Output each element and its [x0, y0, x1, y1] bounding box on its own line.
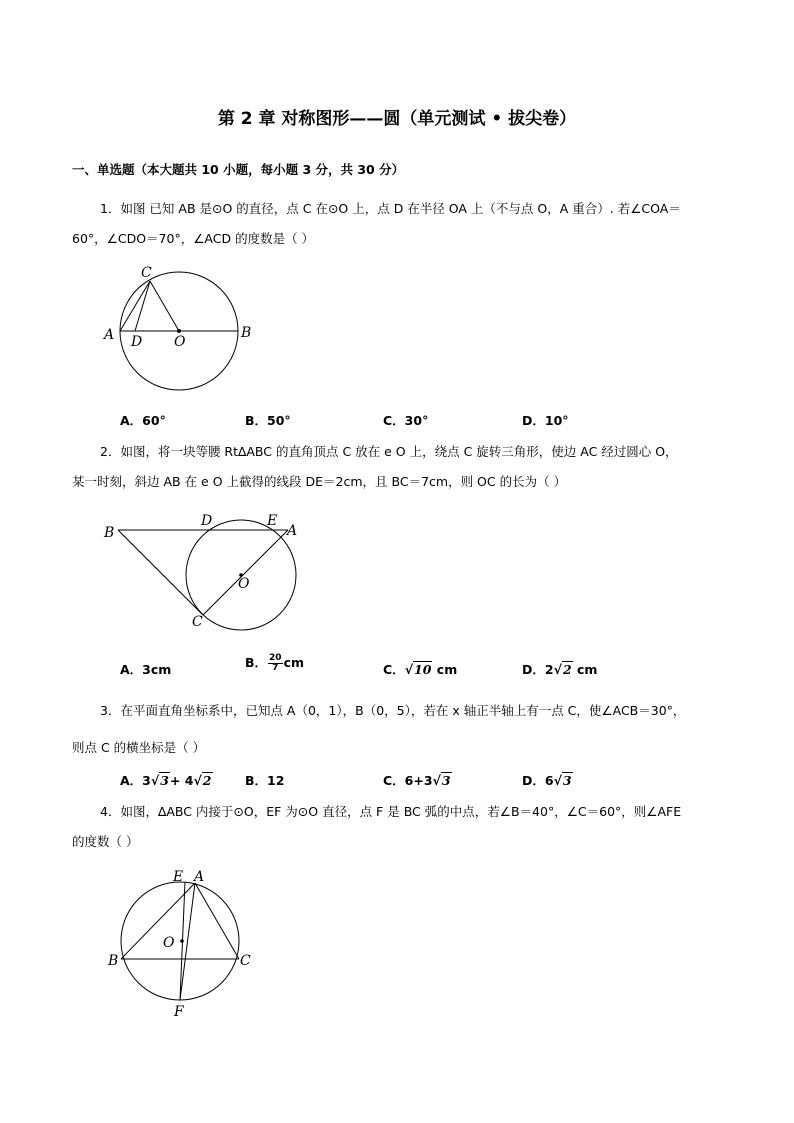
- q2-label-b: B: [104, 525, 115, 541]
- q3-option-c-radicand: 3: [441, 773, 451, 788]
- q1-segment-dc: [135, 281, 150, 331]
- radical-sign-icon: √: [150, 773, 160, 788]
- q2-side-ac: [203, 530, 288, 615]
- q3-option-c[interactable]: [383, 771, 452, 789]
- q4-center-dot: [180, 939, 184, 943]
- section-heading: 一、单选题（本大题共 10 小题，每小题 3 分，共 30 分）: [72, 162, 405, 177]
- q2-side-bc: [118, 530, 203, 615]
- q1-label-o: O: [174, 334, 186, 350]
- q1-line1: 1．如图 已知 AB 是⊙O 的直径，点 C 在⊙O 上，点 D 在半径 OA 上（不与点 O，A 重合）. 若∠COA＝: [100, 201, 681, 216]
- q4-side-ac: [195, 883, 239, 959]
- q2-label-e: E: [267, 513, 278, 529]
- radical-sign-icon: √: [432, 773, 441, 788]
- q4-label-c: C: [240, 953, 251, 969]
- q1-label-d: D: [131, 334, 143, 350]
- q2-option-c-radicand: 10: [414, 662, 432, 677]
- q2-option-c-prefix: C．: [383, 662, 405, 677]
- q1-option-b[interactable]: B．50°: [245, 413, 291, 428]
- q3-option-c-prefix: C．6+3: [383, 773, 433, 788]
- q1-segment-ac: [120, 281, 150, 331]
- q1-segment-oc: [150, 281, 179, 331]
- q2-option-b-fraction: [268, 654, 283, 673]
- q3-option-d-radicand: 3: [562, 773, 572, 788]
- q4-label-e: E: [173, 869, 184, 885]
- q3-option-b[interactable]: B．12: [245, 773, 285, 788]
- page-title: 第 2 章 对称图形——圆（单元测试 • 拔尖卷）: [217, 109, 577, 129]
- q3-option-a[interactable]: [120, 771, 213, 789]
- q3-option-a-middle: + 4: [169, 773, 194, 788]
- q2-option-a[interactable]: A．3cm: [120, 662, 172, 677]
- q2-option-b-unit: cm: [283, 655, 304, 670]
- q4-line2: 的度数（ ）: [72, 834, 139, 849]
- q2-option-b-denominator: 7: [272, 663, 279, 673]
- q1-label-c: C: [141, 265, 152, 281]
- q1-option-d[interactable]: D．10°: [522, 413, 569, 428]
- q1-option-a[interactable]: A．60°: [120, 413, 166, 428]
- q2-option-b-numerator: 20: [269, 653, 282, 663]
- q2-option-b-prefix: B．: [245, 655, 268, 670]
- q2-line2: 某一时刻，斜边 AB 在 e O 上截得的线段 DE＝2cm，且 BC＝7cm，则 OC 的长为（ ）: [72, 474, 567, 489]
- q1-label-b: B: [241, 325, 252, 341]
- q4-label-b: B: [108, 953, 119, 969]
- q1-option-c[interactable]: C．30°: [383, 413, 429, 428]
- q4-side-ab: [121, 883, 195, 959]
- q2-option-d-unit: cm: [572, 662, 598, 677]
- radical-sign-icon: √: [404, 662, 414, 677]
- q2-option-d-coefficient: 2: [544, 662, 554, 677]
- q4-figure: [100, 862, 260, 1022]
- q2-figure: [100, 508, 305, 633]
- q4-label-a: A: [194, 869, 205, 885]
- q1-label-a: A: [104, 327, 115, 343]
- q2-option-d-radicand: 2: [562, 662, 572, 677]
- q2-option-b[interactable]: [245, 653, 304, 673]
- q3-option-a-radicand-2: 2: [202, 773, 212, 788]
- radical-sign-icon: √: [193, 773, 202, 788]
- q3-option-d[interactable]: [522, 771, 573, 789]
- q4-label-f: F: [174, 1004, 184, 1020]
- q2-option-d-prefix: D．: [522, 662, 545, 677]
- q2-label-o: O: [238, 576, 250, 592]
- q2-label-c: C: [192, 614, 203, 630]
- q2-line1: 2．如图，将一块等腰 Rt∆ABC 的直角顶点 C 放在 e O 上，绕点 C 旋转三角形，使边 AC 经过圆心 O，: [100, 444, 678, 459]
- q1-center-dot: [177, 329, 181, 333]
- q3-option-a-radicand-1: 3: [160, 773, 169, 788]
- q3-line1: 3．在平面直角坐标系中，已知点 A（0，1），B（0，5），若在 x 轴正半轴上有一点 C，使∠ACB＝30°，: [100, 703, 686, 718]
- q2-label-d: D: [201, 513, 213, 529]
- q3-option-a-prefix: A．3: [120, 773, 151, 788]
- q3-option-d-prefix: D．6: [522, 773, 554, 788]
- radical-sign-icon: √: [553, 773, 562, 788]
- q3-line2: 则点 C 的横坐标是（ ）: [72, 740, 206, 755]
- q1-line2: 60°，∠CDO＝70°，∠ACD 的度数是（ ）: [72, 231, 315, 246]
- q2-option-c-unit: cm: [432, 662, 458, 677]
- radical-sign-icon: √: [553, 662, 562, 677]
- q4-label-o: O: [163, 935, 175, 951]
- q2-option-c[interactable]: [383, 660, 457, 678]
- q4-line1: 4．如图，∆ABC 内接于⊙O，EF 为⊙O 直径，点 F 是 BC 弧的中点，若∠B＝40°，∠C＝60°，则∠AFE: [100, 804, 682, 819]
- q2-option-d[interactable]: [522, 660, 597, 678]
- q2-label-a: A: [287, 523, 298, 539]
- q1-figure: [100, 262, 260, 407]
